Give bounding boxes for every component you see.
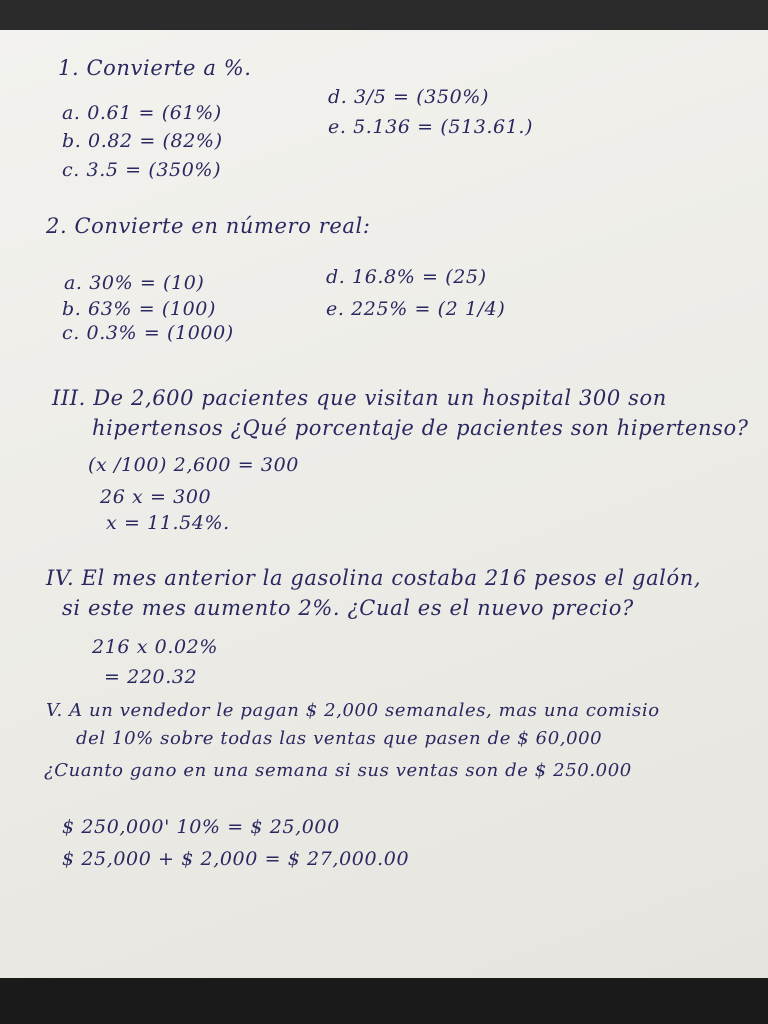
- section1-item-c: c. 3.5 = (350%): [62, 159, 222, 181]
- section5-line-2: del 10% sobre todas las ventas que pasen de $ 60,000: [76, 728, 603, 749]
- section3-line-1: III. De 2,600 pacientes que visitan un hospital 300 son: [52, 386, 667, 410]
- section1-item-d: d. 3/5 = (350%): [328, 86, 489, 108]
- section5-line-3: ¿Cuanto gano en una semana si sus ventas son de $ 250.000: [44, 760, 632, 781]
- section2-item-b: b. 63% = (100): [62, 298, 216, 320]
- section3-work-1: (x /100) 2,600 = 300: [88, 454, 299, 476]
- section1-item-b: b. 0.82 = (82%): [62, 130, 223, 152]
- section4-work-1: 216 x 0.02%: [92, 636, 219, 658]
- section2-item-a: a. 30% = (10): [64, 272, 205, 294]
- section3-answer: x = 11.54%.: [106, 512, 230, 534]
- worksheet-paper: [0, 30, 768, 978]
- section2-item-c: c. 0.3% = (1000): [62, 322, 234, 344]
- section5-work-1: $ 250,000' 10% = $ 25,000: [62, 816, 340, 838]
- section2-item-d: d. 16.8% = (25): [326, 266, 487, 288]
- section4-line-1: IV. El mes anterior la gasolina costaba 216 pesos el galón,: [46, 566, 702, 590]
- section4-line-2: si este mes aumento 2%. ¿Cual es el nuevo precio?: [62, 596, 634, 620]
- section5-line-1: V. A un vendedor le pagan $ 2,000 semanales, mas una comisio: [46, 700, 660, 721]
- section1-item-e: e. 5.136 = (513.61.): [328, 116, 534, 138]
- section1-title: 1. Convierte a %.: [58, 56, 252, 80]
- section2-item-e: e. 225% = (2 1/4): [326, 298, 506, 320]
- top-dark-border: [0, 0, 768, 30]
- section2-title: 2. Convierte en número real:: [46, 214, 371, 238]
- section1-item-a: a. 0.61 = (61%): [62, 102, 222, 124]
- section3-line-2: hipertensos ¿Qué porcentaje de pacientes son hipertenso?: [92, 416, 749, 440]
- section3-work-2: 26 x = 300: [100, 486, 212, 508]
- section4-answer: = 220.32: [104, 666, 198, 688]
- section5-answer: $ 25,000 + $ 2,000 = $ 27,000.00: [62, 848, 410, 870]
- bottom-dark-border: [0, 978, 768, 1024]
